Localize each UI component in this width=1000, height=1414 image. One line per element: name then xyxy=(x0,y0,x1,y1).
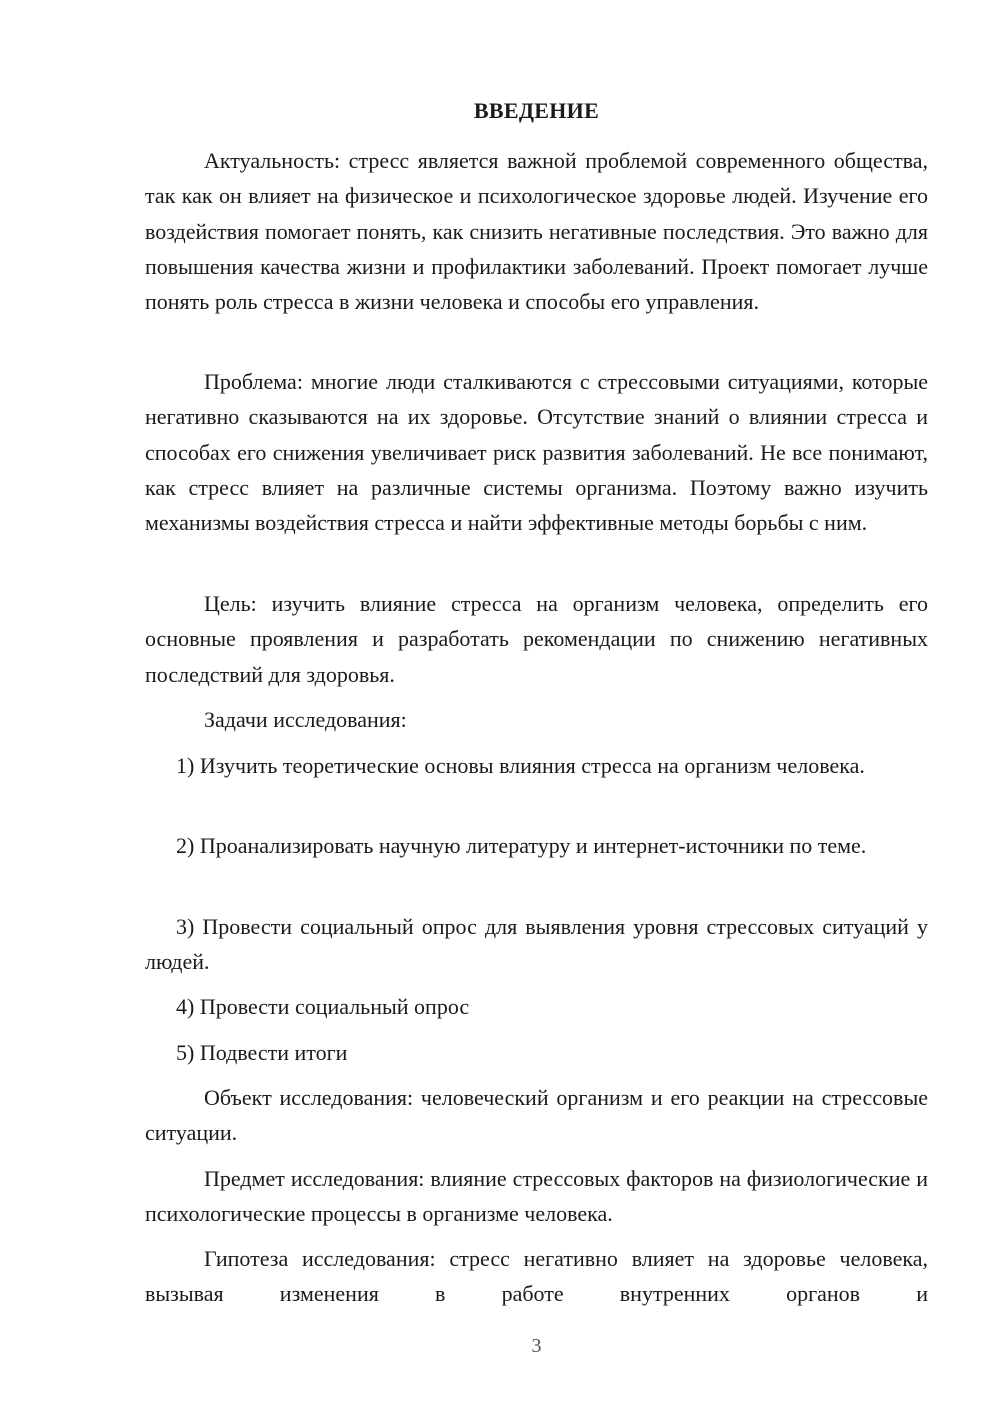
paragraph-tasks-heading: Задачи исследования: xyxy=(204,707,407,732)
list-item-task-3: 3) Провести социальный опрос для выявления уровня стрессовых ситуаций у людей. xyxy=(145,914,928,975)
list-item-task-1: 1) Изучить теоретические основы влияния стресса на организм человека. xyxy=(176,753,865,778)
paragraph-object: Объект исследования: человеческий организм и его реакции на стрессовые ситуации. xyxy=(145,1085,928,1146)
page-title: ВВЕДЕНИЕ xyxy=(473,98,600,123)
list-item-task-4: 4) Провести социальный опрос xyxy=(176,994,470,1019)
paragraph-relevance: Актуальность: стресс является важной проблемой современного общества, так как он влияет на физическое и психологическое здоровье людей. Изучение его воздействия помогает понять, как снизить негативные последствия. Это важно для повышения качества жизни и профилактики заболеваний. Проект помогает лучше понять роль стресса в жизни человека и способы его управления. xyxy=(145,148,928,315)
page-number: 3 xyxy=(531,1335,542,1357)
paragraph-problem: Проблема: многие люди сталкиваются с стрессовыми ситуациями, которые негативно сказываются на их здоровье. Отсутствие знаний о влиянии стресса и способах его снижения увеличивает риск развития заболеваний. Не все понимают, как стресс влияет на различные системы организма. Поэтому важно изучить механизмы воздействия стресса и найти эффективные методы борьбы с ним. xyxy=(145,369,928,536)
list-item-task-2: 2) Проанализировать научную литературу и интернет-источники по теме. xyxy=(176,833,867,858)
list-item-task-5: 5) Подвести итоги xyxy=(176,1040,348,1065)
paragraph-hypothesis: Гипотеза исследования: стресс негативно влияет на здоровье человека, вызывая изменения в работе внутренних органов и xyxy=(145,1246,928,1307)
paragraph-subject: Предмет исследования: влияние стрессовых факторов на физиологические и психологические процессы в организме человека. xyxy=(145,1166,928,1227)
paragraph-goal: Цель: изучить влияние стресса на организм человека, определить его основные проявления и разработать рекомендации по снижению негативных последствий для здоровья. xyxy=(145,591,928,687)
